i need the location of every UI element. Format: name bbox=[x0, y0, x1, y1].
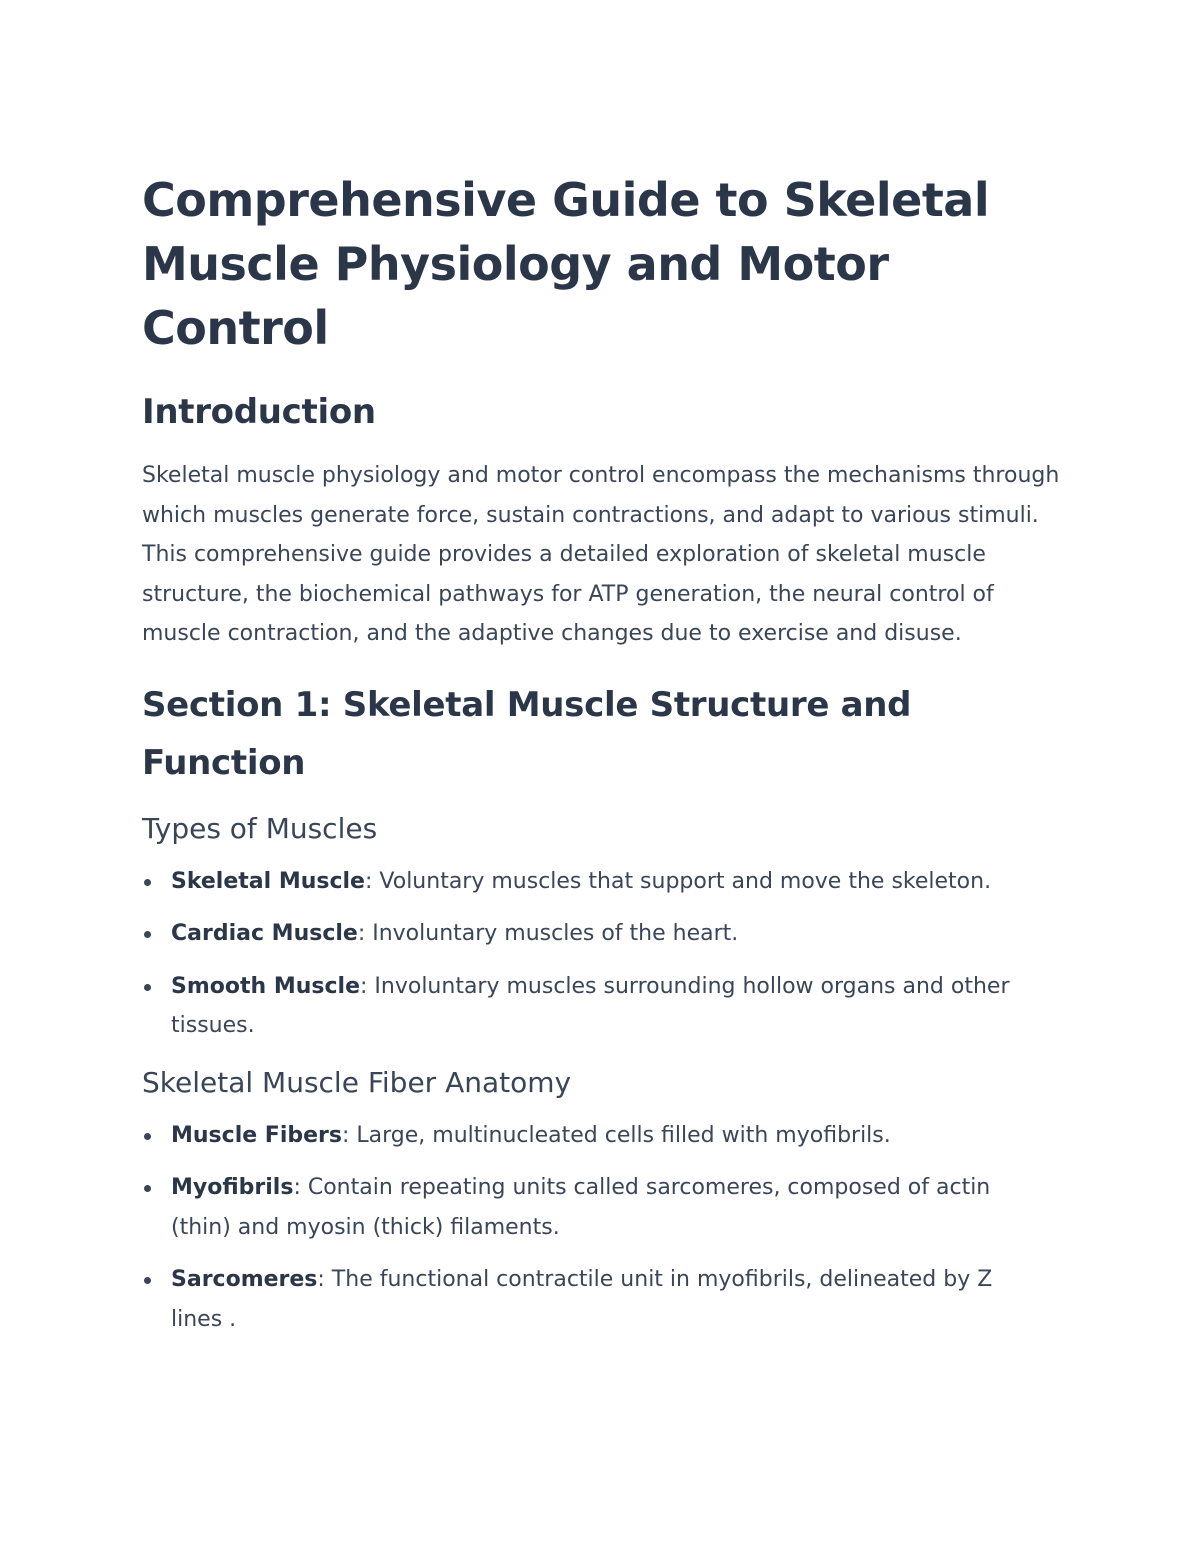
list-item bbox=[142, 1168, 1031, 1247]
introduction-paragraph: Skeletal muscle physiology and motor control encompass the mechanisms through which muscles generate force, sustain contractions, and adapt to various stimuli. This comprehensive guide provides a detailed exploration of skeletal muscle structure, the biochemical pathways for ATP generation, the neural control of muscle contraction, and the adaptive changes due to exercise and disuse. bbox=[142, 463, 1060, 646]
list-item-term: Muscle Fibers bbox=[171, 1122, 342, 1148]
document-page bbox=[142, 168, 1072, 1352]
list-item bbox=[142, 967, 1031, 1046]
list-item-text: : Involuntary muscles surrounding hollow organs and other tissues. bbox=[171, 973, 1010, 1038]
section-1-heading: Section 1: Skeletal Muscle Structure and Function bbox=[142, 684, 912, 783]
document-title: Comprehensive Guide to Skeletal Muscle Physiology and Motor Control bbox=[142, 173, 990, 355]
fiber-anatomy-heading: Skeletal Muscle Fiber Anatomy bbox=[142, 1065, 572, 1099]
bullet-icon bbox=[144, 1277, 151, 1284]
list-item-text: : Contain repeating units called sarcomeres, composed of actin (thin) and myosin (thick) filaments. bbox=[171, 1175, 991, 1240]
list-item-term: Skeletal Muscle bbox=[171, 868, 365, 894]
list-item-term: Cardiac Muscle bbox=[171, 921, 358, 946]
bullet-icon bbox=[144, 1185, 151, 1192]
list-item bbox=[142, 862, 1031, 902]
fiber-anatomy-list bbox=[142, 1116, 1072, 1340]
list-item bbox=[142, 1116, 1031, 1156]
bullet-icon bbox=[144, 984, 151, 991]
list-item-term: Sarcomeres bbox=[171, 1267, 318, 1292]
introduction-heading: Introduction bbox=[142, 392, 376, 432]
list-item-text: : The functional contractile unit in myofibrils, delineated by Z lines . bbox=[171, 1267, 993, 1332]
list-item-text: : Involuntary muscles of the heart. bbox=[357, 921, 739, 946]
bullet-icon bbox=[144, 1133, 151, 1140]
list-item-term: Smooth Muscle bbox=[171, 973, 360, 999]
list-item-term: Myofibrils bbox=[171, 1175, 294, 1200]
types-of-muscles-list bbox=[142, 862, 1072, 1046]
list-item bbox=[142, 1260, 1031, 1339]
list-item-text: : Large, multinucleated cells filled with myofibrils. bbox=[342, 1122, 891, 1148]
types-of-muscles-heading: Types of Muscles bbox=[142, 811, 378, 845]
list-item bbox=[142, 914, 1031, 954]
bullet-icon bbox=[144, 931, 151, 938]
bullet-icon bbox=[144, 879, 151, 886]
list-item-text: : Voluntary muscles that support and move the skeleton. bbox=[364, 868, 992, 894]
